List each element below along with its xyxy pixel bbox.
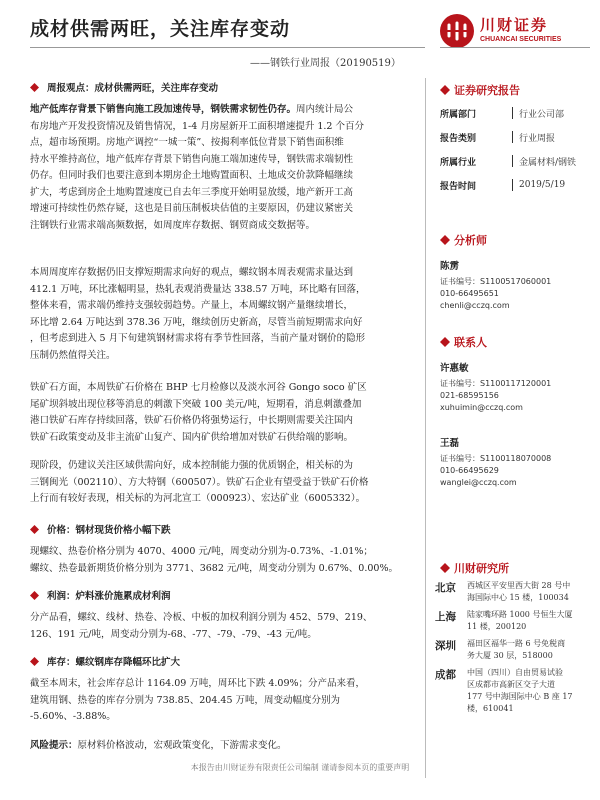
analyst-heading xyxy=(440,232,487,248)
diamond-bullet-icon xyxy=(30,657,39,666)
info-value: 行业周报 xyxy=(519,133,556,144)
inventory-heading-text: 库存：螺纹钢库存降幅环比扩大 xyxy=(47,657,181,668)
contact-card xyxy=(440,435,551,489)
report-title: 成材供需两旺，关注库存变动 xyxy=(30,18,291,40)
office-address-line: 海国际中心 15 楼，100034 xyxy=(467,593,569,602)
profit-heading xyxy=(30,588,171,602)
summary-line: 现阶段，仍建议关注区域供需向好，成本控制能力强的优质钢企，相关标的为 xyxy=(30,460,354,471)
analyst-heading-text: 分析师 xyxy=(454,234,487,247)
analyst-name: 陈雳 xyxy=(440,261,460,272)
office-address-line: 11 楼，200120 xyxy=(467,622,527,631)
office-address xyxy=(467,580,570,604)
summary-line: 布房地产开发投资情况及销售情况，1-4 月房屋新开工面积增速提升 1.2 个百分 xyxy=(30,120,364,132)
summary-line: 铁矿石方面，本周铁矿石价格在 BHP 七月检修以及淡水河谷 Gongo soco 矿区 xyxy=(30,382,367,393)
contact-cert: 证书编号：S1100117120001 xyxy=(440,379,552,388)
office-address-line: 福田区福华一路 6 号免税商 xyxy=(467,639,566,648)
summary-paragraph-3 xyxy=(30,380,420,446)
info-key: 报告时间 xyxy=(440,181,477,192)
summary-line: 仍存。但同时我们也要注意到本期房企土地购置面积、土地成交价款降幅继续 xyxy=(30,170,354,181)
office-address-line: 177 号中海国际中心 B 座 17 xyxy=(467,692,573,701)
contact-name: 王磊 xyxy=(440,438,460,449)
price-line: 现螺纹、热卷价格分别为 4070、4000 元/吨，周变动分别为-0.73%、-1.01%； xyxy=(30,546,373,557)
diamond-bullet-icon xyxy=(440,563,450,573)
contact-phone: 021-68595156 xyxy=(440,391,499,400)
office-address-line: 区成都市高新区交子大道 xyxy=(467,680,555,689)
summary-line: ，但考虑到进入 5 月下旬建筑钢材需求将有季节性回落，当前产量对钢价的隐形 xyxy=(30,333,366,344)
page-footer: 本报告由川财证券有限责任公司编制 谨请参阅本页的重要声明 xyxy=(190,763,410,772)
office-address-line: 西城区平安里西大街 28 号中 xyxy=(467,581,571,590)
info-key: 所属行业 xyxy=(440,157,477,168)
profit-paragraph xyxy=(30,610,420,643)
summary-line: 整体来看，需求端仍维持支强较弱趋势。产量上，本周螺纹钢产量继续增长， xyxy=(30,300,354,311)
office-item xyxy=(435,667,595,715)
profit-heading-text: 利润：炉料涨价施累成材利润 xyxy=(47,591,171,602)
summary-line: 增速可持续性仍然存疑，这也是目前压制板块估值的主要原因，仍建议紧密关 xyxy=(30,203,354,214)
office-address xyxy=(467,638,565,662)
office-city: 上海 xyxy=(435,611,456,623)
profit-line: 分产品看，螺纹、线材、热卷、冷板、中板的加权利润分别为 452、579、219、 xyxy=(30,612,373,623)
header-rule xyxy=(30,47,425,48)
summary-heading-text: 周报观点：成材供需两旺，关注库存变动 xyxy=(47,83,219,94)
report-info-heading xyxy=(440,82,520,98)
info-key: 所属部门 xyxy=(440,109,477,120)
summary-line: 扩大，考虑到房企土地购置速度已自去年三季度开始明显放缓，地产新开工高 xyxy=(30,186,354,198)
analyst-cert: 证书编号：S1100517060001 xyxy=(440,277,552,286)
logo xyxy=(440,12,590,52)
analyst-email[interactable]: chenli@cczq.com xyxy=(440,301,510,310)
contact-name: 许惠敏 xyxy=(440,363,469,374)
office-address-line: 楼，610041 xyxy=(467,704,514,713)
report-info-heading-text: 证券研究报告 xyxy=(454,84,520,97)
office-item xyxy=(435,609,595,633)
profit-line: 126、191 元/吨，周变动分别为-68、-77、-79、-79、-43 元/吨。 xyxy=(30,628,317,640)
summary-line: 上行而有较好表现，相关标的为河北宣工（000923）、宏达矿业（6005332）。 xyxy=(30,493,366,504)
contact-email[interactable]: xuhuimin@cczq.com xyxy=(440,403,523,412)
summary-paragraph-2 xyxy=(30,265,420,364)
inventory-line: 建筑用钢、热卷的库存分别为 738.85、204.45 万吨，周变动幅度分别为 xyxy=(30,694,341,706)
analyst-card xyxy=(440,258,551,312)
info-value: 2019/5/19 xyxy=(519,180,566,190)
diamond-bullet-icon xyxy=(30,525,39,534)
header-rule-right xyxy=(440,47,590,48)
summary-heading xyxy=(30,80,218,94)
info-row xyxy=(440,149,590,173)
office-address xyxy=(467,609,572,633)
inventory-line: 截至本周末，社会库存总计 1164.09 万吨，周环比下跌 4.09%；分产品来看， xyxy=(30,678,366,689)
office-city: 成都 xyxy=(435,669,456,681)
contact-heading-text: 联系人 xyxy=(454,336,487,349)
summary-line: 环比增 2.64 万吨达到 378.36 万吨，继续创历史新高，尽管当前短期需求向好 xyxy=(30,316,363,328)
inventory-heading xyxy=(30,654,180,668)
contact-card xyxy=(440,360,551,414)
summary-lead-bold: 地产低库存背景下销售向施工段加速传导，钢铁需求韧性仍存。 xyxy=(30,104,297,115)
inventory-paragraph xyxy=(30,676,420,726)
office-address-line: 陆家嘴环路 1000 号恒生大厦 xyxy=(467,610,573,619)
summary-line: 压制仍然值得关注。 xyxy=(30,349,116,361)
analyst-phone: 010-66495651 xyxy=(440,289,499,298)
summary-paragraph-4 xyxy=(30,458,420,508)
price-heading xyxy=(30,522,171,536)
summary-paragraph-1 xyxy=(30,102,420,234)
summary-line: 港口铁矿石库存持续回落，铁矿石价格仍将强势运行，中长期则需要关注国内 xyxy=(30,415,354,426)
risk-text: 原材料价格波动，宏观政策变化，下游需求变化。 xyxy=(77,740,287,751)
diamond-bullet-icon xyxy=(440,85,450,95)
summary-line: 三钢闽光（002110）、方大特钢（600507）。铁矿石企业有望受益于铁矿石价格 xyxy=(30,476,369,488)
diamond-bullet-icon xyxy=(440,337,450,347)
diamond-bullet-icon xyxy=(30,83,39,92)
info-row xyxy=(440,173,590,197)
info-row xyxy=(440,101,590,125)
price-paragraph xyxy=(30,544,425,577)
office-address xyxy=(467,667,573,715)
office-address-line: 中国（四川）自由贸易试验 xyxy=(467,668,563,677)
summary-line: 铁矿石政策变动及非主流矿山复产、国内矿供给增加对铁矿石供给端的影响。 xyxy=(30,431,354,443)
contact-phone: 010-66495629 xyxy=(440,466,499,475)
office-address-line: 务大厦 30 层，518000 xyxy=(467,651,553,660)
office-item xyxy=(435,638,595,662)
institution-heading-text: 川财研究所 xyxy=(454,562,509,575)
office-city: 北京 xyxy=(435,582,456,594)
contact-cert: 证书编号：S1100118070008 xyxy=(440,454,552,463)
info-value: 行业公司部 xyxy=(519,109,565,120)
risk-label: 风险提示： xyxy=(30,740,78,751)
summary-line: 尾矿坝斜坡出现位移等消息的刺激下突破 100 美元/吨，短期看，消息刺激叠加 xyxy=(30,398,362,410)
summary-line: 持水平维持高位，地产低库存背景下销售向施工端加速传导，钢铁需求端韧性 xyxy=(30,153,354,165)
risk-paragraph xyxy=(30,738,420,755)
institution-heading xyxy=(440,560,509,576)
logo-mark-icon xyxy=(440,14,474,48)
logo-english-name: CHUANCAI SECURITIES xyxy=(480,36,562,43)
info-row xyxy=(440,125,590,149)
summary-line: 点，超市场预期。房地产调控“一城一策”、按揭利率低位背景下销售面积维 xyxy=(30,137,344,148)
price-heading-text: 价格：钢材现货价格小幅下跌 xyxy=(47,525,171,536)
contact-heading xyxy=(440,334,487,350)
logo-chinese-name: 川财证券 xyxy=(480,16,549,34)
info-value: 金属材料/钢铁 xyxy=(519,157,577,168)
contact-email[interactable]: wanglei@cczq.com xyxy=(440,478,517,487)
column-divider xyxy=(425,78,426,778)
report-info-table xyxy=(440,101,590,197)
office-list xyxy=(435,580,595,715)
diamond-bullet-icon xyxy=(30,591,39,600)
office-city: 深圳 xyxy=(435,640,456,652)
summary-line: 周内统计局公 xyxy=(296,104,354,115)
summary-line: 注钢铁行业需求端高频数据，如周度库存数据、钢贸商成交数据等。 xyxy=(30,219,316,231)
summary-line: 412.1 万吨，环比涨幅明显，热轧表观消费量达 338.57 万吨，环比略有回落， xyxy=(30,283,366,295)
summary-line: 本周周度库存数据仍旧支撑短期需求向好的观点，螺纹钢本周表观需求量达到 xyxy=(30,267,354,278)
info-key: 报告类别 xyxy=(440,133,477,144)
price-line: 螺纹、热卷最新期货价格分别为 3771、3682 元/吨，周变动分别为 0.67%、0.00%。 xyxy=(30,562,398,574)
inventory-line: -5.60%、-3.88%。 xyxy=(30,711,116,722)
report-subtitle: ——钢铁行业周报（20190519） xyxy=(250,58,401,69)
diamond-bullet-icon xyxy=(440,235,450,245)
office-item xyxy=(435,580,595,604)
